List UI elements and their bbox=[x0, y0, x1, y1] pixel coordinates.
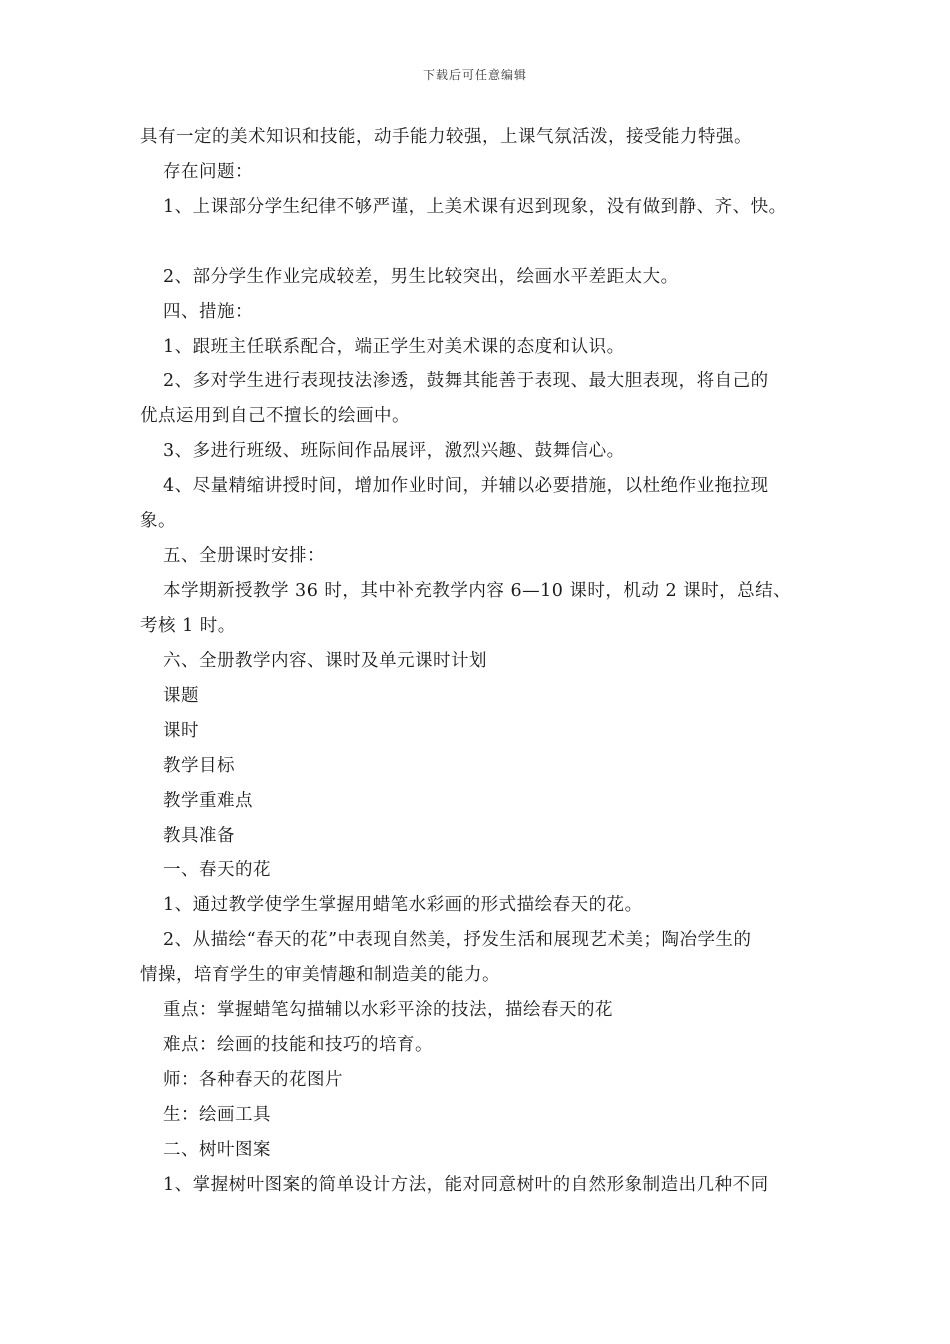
text-line: 一、春天的花 bbox=[163, 860, 271, 880]
text-line: 1、上课部分学生纪律不够严谨，上美术课有迟到现象，没有做到静、齐、快。 bbox=[163, 197, 787, 217]
text-line: 六、全册教学内容、课时及单元课时计划 bbox=[163, 651, 487, 671]
text-line: 象。 bbox=[140, 511, 176, 531]
text-line: 教学目标 bbox=[163, 756, 235, 776]
text-line: 2、从描绘“春天的花”中表现自然美，抒发生活和展现艺术美；陶冶学生的 bbox=[163, 930, 752, 950]
text-line: 教学重难点 bbox=[163, 791, 253, 811]
text-line: 存在问题： bbox=[163, 162, 253, 182]
text-line: 课时 bbox=[163, 721, 199, 741]
text-line: 生：绘画工具 bbox=[163, 1105, 271, 1125]
text-line: 具有一定的美术知识和技能，动手能力较强，上课气氛活泼，接受能力特强。 bbox=[140, 127, 752, 147]
text-line: 2、多对学生进行表现技法渗透，鼓舞其能善于表现、最大胆表现，将自己的 bbox=[163, 371, 769, 391]
text-line: 考核 1 时。 bbox=[140, 616, 236, 636]
text-line: 教具准备 bbox=[163, 826, 235, 846]
text-line: 四、措施： bbox=[163, 302, 253, 322]
text-line: 师：各种春天的花图片 bbox=[163, 1070, 343, 1090]
text-line: 1、掌握树叶图案的简单设计方法，能对同意树叶的自然形象制造出几种不同 bbox=[163, 1175, 769, 1195]
text-line: 课题 bbox=[163, 686, 199, 706]
page-header: 下载后可任意编辑 bbox=[422, 68, 527, 82]
text-line: 3、多进行班级、班际间作品展评，激烈兴趣、鼓舞信心。 bbox=[163, 441, 625, 461]
text-line: 1、通过教学使学生掌握用蜡笔水彩画的形式描绘春天的花。 bbox=[163, 895, 643, 915]
text-line: 重点：掌握蜡笔勾描辅以水彩平涂的技法，描绘春天的花 bbox=[163, 1000, 613, 1020]
text-line: 4、尽量精缩讲授时间，增加作业时间，并辅以必要措施，以杜绝作业拖拉现 bbox=[163, 476, 769, 496]
text-line: 情操，培育学生的审美情趣和制造美的能力。 bbox=[140, 965, 500, 985]
text-line: 优点运用到自己不擅长的绘画中。 bbox=[140, 406, 410, 426]
text-line: 1、跟班主任联系配合，端正学生对美术课的态度和认识。 bbox=[163, 337, 625, 357]
text-line: 难点：绘画的技能和技巧的培育。 bbox=[163, 1035, 433, 1055]
text-line: 2、部分学生作业完成较差，男生比较突出，绘画水平差距太大。 bbox=[163, 267, 679, 287]
text-line: 本学期新授教学 36 时，其中补充教学内容 6—10 课时，机动 2 课时，总结、 bbox=[163, 581, 792, 601]
text-line: 五、全册课时安排： bbox=[163, 546, 325, 566]
text-line: 二、树叶图案 bbox=[163, 1140, 271, 1160]
